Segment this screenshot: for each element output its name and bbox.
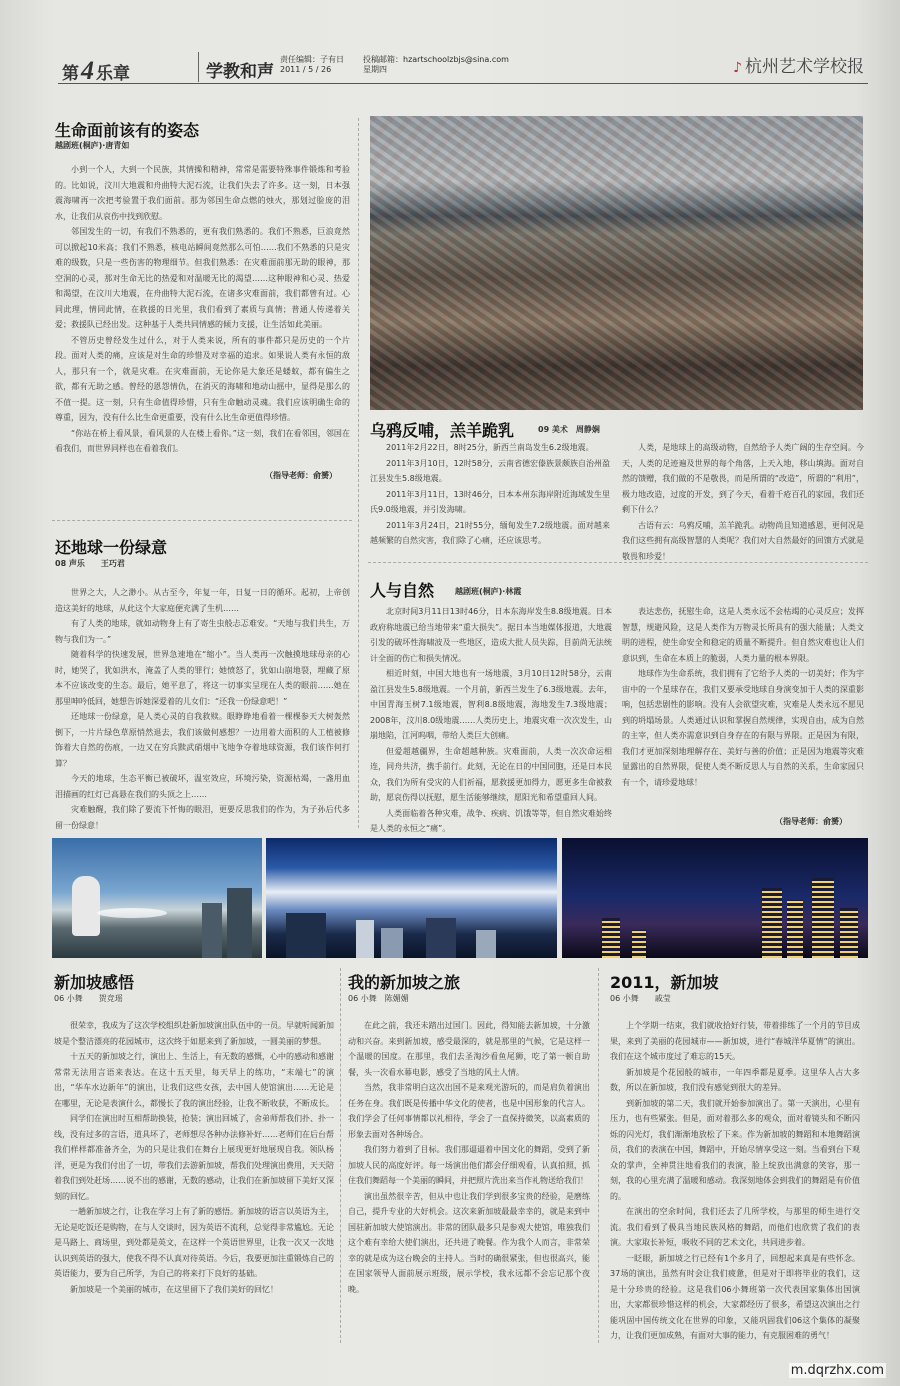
paragraph: 新加坡是一个美丽的城市，在这里留下了我们美好的回忆！ — [70, 1284, 278, 1294]
article-byline: 06 小舞 陈媚媚 — [348, 994, 409, 1003]
paragraph: “你站在桥上看风景，看风景的人在楼上看你。”这一刻，我们在看邻国，邻国在看我们，而世界同样也在看着我们。 — [55, 428, 350, 453]
article-byline: 09 美术 周静娴 — [538, 425, 600, 434]
section-label — [62, 56, 130, 86]
paragraph: 2011年3月24日，21时55分，缅甸发生7.2级地震。面对越来越频繁的自然灾害，我们除了心痛，还应该思考。 — [370, 520, 610, 545]
earthquake-debris-photo — [370, 116, 863, 410]
paragraph: 在演出的空余时间，我们还去了几所学校，与那里的师生进行交流。我们看到了极具当地民族风格的舞蹈，而他们也欣赏了我们的表演。大家取长补短，吸收不同的艺术文化，共同进步着。 — [610, 1207, 860, 1247]
lit-building — [762, 888, 782, 958]
row-divider — [52, 520, 352, 521]
paragraph: 随着科学的快速发展，世界急速地在“缩小”。当人类再一次触摸地球母亲的心时，她哭了，犹如洪水，淹盖了人类的罪行；她愤怒了，犹如山崩地裂，埋藏了原本不应该改变的生态。最后，她平息了，将这一切事实呈现在人类的眼前……她在那里呻吟低回，她想告诉她深爱着的儿女们：“还我一份绿意吧！” — [55, 650, 350, 706]
section-number: 4 — [81, 56, 94, 85]
newspaper-brand — [733, 52, 864, 77]
page-header — [58, 52, 868, 84]
paragraph: 一眨眼，新加坡之行已经有1个多月了，回想起来真是有些怀念。37场的演出，虽然有时会让我们疲惫，但是对于即将毕业的我们，这是十分珍贵的经验。这是我们06小舞班第一次代表国家集体出国演出，大家都很珍惜这样的机会，大家都经历了很多，希望这次演出之行能巩固中国传统文化在世界的印象，又能巩固我们06这个集体的凝聚力，让我们更加成熟，有面对大事的能力，有克服困难的勇气！ — [610, 1253, 860, 1340]
paragraph: 但爱超越疆界，生命超越种族。灾难面前，人类一次次命运相连，同舟共济，携手前行。此刻，无论在日的中国同胞，还是日本民众，我们为所有受灾的人们祈福，愿救援更加得力，愿更多生命被救助，愿哀伤得以抚慰，愿生活能够继续，愿阳光和希望重回人间。 — [370, 746, 612, 802]
article-byline: 越剧班(桐庐)·唐青如 — [55, 141, 130, 150]
city-skyline-day-photo — [266, 838, 557, 958]
paragraph: 新加坡是个花园般的城市，一年四季都是夏季。这里华人占大多数，所以在新加坡，我们没有感觉到很大的差异。 — [610, 1067, 860, 1092]
paragraph: 邻国发生的一切，有我们不熟悉的，更有我们熟悉的。我们不熟悉，巨浪竟然可以掀起10米高；我们不熟悉，核电站瞬间竟然那么可怕……我们不熟悉的只是灾难的级数，只是一些伤害的物理细节。但我们熟悉：在灾难面前那无助的眼神，那空洞的心灵，那对生命无比的热爱和对温暖无比的渴望……这种眼神和心灵、热爱和渴望，在汶川大地震，在舟曲特大泥石流，在诸多灾难面前，我们都曾有过。心同此理，情同此情，在救援的日光里，我们看到了素质与真情；普通人传递着关爱；救援队已经出发。这种基于人类共同情感的倾力支援，让生活如此美丽。 — [55, 227, 350, 329]
building — [227, 888, 252, 958]
article-body — [55, 162, 350, 462]
paragraph: 今天的地球，生态平衡已被破坏，温室效应，环境污染，资源枯竭，一盏用血泪描画的红灯已高悬在我们的头顶之上…… — [55, 774, 350, 799]
article-title: 乌鸦反哺，羔羊跪乳 — [370, 421, 515, 440]
paragraph: 十五天的新加坡之行，演出上、生活上，有无数的感慨，心中的感动和感谢常常无法用言语来表达。在这十五天里，每天早上的练功，“末端七”的演出，“华车水边新年”的演出，让我们这些女孩，去中国人使馆演出……无论是在哪里，无论是表演什么，都慢长了我的演出经验，让我不断收获，不断成长。 — [54, 1052, 334, 1108]
article-byline: 08 声乐 王巧君 — [55, 559, 125, 568]
paragraph: 灾难触醒，我们除了要流下忏悔的眼泪，更要反思我们的作为，为子孙后代多留一份绿意！ — [55, 805, 350, 830]
section-prefix: 第 — [62, 64, 79, 84]
lit-building — [602, 918, 620, 958]
paragraph: 当然，我非常明白这次出国不是来观光游玩的，而是肩负着演出任务在身。我们既是传播中华文化的使者，也是中国形象的代言人。我们学会了任何事情都以礼相待，学会了一直保持微笑，以高素质的形象去面对各种场合。 — [348, 1083, 590, 1139]
paragraph: 有了人类的地球，就如动物身上有了寄生虫般忐忑难安。“天地与我们共生，万物与我们为一。” — [55, 619, 350, 644]
paragraph: 不管历史曾经发生过什么，对于人类来说，所有的事件都只是历史的一个片段。面对人类的痛，应该是对生命的珍惜及对幸福的追求。如果说人类有永恒的敌人，那只有一个，就是灾难。在灾难面前，无论你是大象还是蝼蚁，都有偏生之欲，都有无助之感。曾经的恩怨情仇，在消灭的海啸和地动山摇中，显得是那么的不值一提。这一刻，只有生命值得珍惜，只有生命触动灵魂。我们应该明确生命的尊重，因为，没有什么比生命更重要，没有什么比生命更值得珍惜。 — [55, 335, 350, 422]
paragraph: 地球作为生命系统，我们拥有了它给予人类的一切美好；作为宇宙中的一个星球存在，我们又要承受地球自身演变加于人类的深重影响，包括悲剧性的影响。没有人会欲望灾难，灾难是人类永远不愿见到的坍塌场景。人类通过认识和掌握自然规律，实现自由，成为自然的主宰，但人类亦需意识到自身存在的有限与界限。正是因为有限，我们才更加深刻地理解存在、美好与善的价值；正是因为地震等灾难显露出的自然界限，促使人类不断反思人与自然的关系，生命家园只有一个，请珍爱地球！ — [622, 669, 864, 787]
lit-building — [632, 930, 646, 958]
watermark: m.dqrzhx.com — [790, 1363, 884, 1378]
paragraph: 到新加坡的第二天，我们就开始参加演出了。第一天演出，心里有压力，也有些紧张。但是，面对着那么多的观众，面对着镜头和不断闪烁的闪光灯，我们渐渐地放松了下来。作为新加坡的舞蹈和本地舞蹈演员，我们的表演在中国，舞蹈中，开始尽情享受这一刻。当看到台下观众的掌声，全神贯注地看我们的表演，脸上绽放出满意的笑容，那一刻，我的心里充满了温暖和感动。我深刻地体会到我们的舞蹈是有价值的。 — [610, 1098, 860, 1201]
building — [426, 918, 456, 958]
column-divider — [598, 968, 599, 1343]
merlion-photo — [52, 838, 262, 958]
issue-date: 2011 / 5 / 26 — [280, 65, 332, 74]
paragraph: 我们努力着到了目标。我们那逼逼着中国文化的舞蹈，受到了新加坡人民的高度好评。每一场演出他们都会仔细观看，认真拍照，抓住我们舞蹈每一个美丽的瞬间，并把照片洗出来当作礼物送给我们！ — [348, 1145, 590, 1185]
paragraph: 古语有云：乌鸦反哺，羔羊跪乳。动物尚且知道感恩，更何况是我们这些拥有高级智慧的人类呢？我们对大自然最好的回馈方式就是敬畏和珍爱！ — [622, 520, 864, 561]
article-title: 2011，新加坡 — [610, 973, 719, 992]
header-divider — [198, 52, 199, 82]
teacher-note: （指导老师：俞赟） — [265, 471, 337, 480]
article-body — [622, 440, 864, 561]
city-skyline-night-photo — [562, 838, 868, 958]
water-spray — [97, 908, 167, 918]
paragraph: 相近时刻，中国大地也有一场地震，3月10日12时58分，云南盈江县发生5.8级地震。一个月前，新西兰发生了6.3级地震。去年，中国青海玉树7.1级地震，智利8.8级地震，海地发生7.3级地震；2008年，汶川8.0级地震……人类历史上，地震灾难一次次发生，山崩地陷，江河呜咽，带给人类巨大创痛。 — [370, 669, 612, 740]
column-divider — [340, 968, 341, 1343]
paragraph: 很荣幸，我成为了这次学校组织赴新加坡演出队伍中的一员。早就听闻新加坡是个整洁漂亮的花园城市，这次终于如愿来到了新加坡，一圆美丽的梦想。 — [54, 1021, 334, 1046]
paragraph: 还地球一份绿意，是人类心灵的自我救赎。眼睁睁地看着一棵棵参天大树轰然倒下，一片片绿色草原悄然退去，我们该做何感想？一边用着大面积的人工植被修饰着大自然的伤痕，一边又在穷兵黩武硝烟中飞地争夺着地球资源，我们该作何打算？ — [55, 712, 350, 768]
paragraph: 同学们在演出时互相帮助换装，抢装；演出回城了，舍弟师帮我们扑、扑一线，没有过多的言语，道具坏了，老师想尽各种办法修补好……老师们在后台帮我们样样都准备齐全，为的只是让我们在舞台上展现更好地展现自我。领队杨洋，更是为我们付出了一切，带我们去游新加坡，帮我们处理演出费用，天天陪着我们到处赶场……说不出的感谢，无数的感动，让我们在新加坡留下美好又深刻的回忆。 — [54, 1114, 334, 1201]
article-body — [55, 585, 350, 830]
logo-icon: ♪ — [733, 60, 742, 76]
editor-info — [280, 55, 344, 75]
paragraph: 人类，是地球上的高级动物，自然给予人类广阔的生存空间。今天，人类的足迹遍及世界的每个角落，上天入地，移山填海。面对自然的馈赠，我们做的不是敬畏，而是所谓的“改造”，所谓的“利用”，极力地改造，过度的开发，到了今天，看着千疮百孔的家园，我们还剩下什么？ — [622, 443, 864, 514]
building — [356, 920, 374, 958]
article-body — [610, 1018, 860, 1343]
building — [381, 928, 403, 958]
article-title: 人与自然 — [370, 581, 435, 600]
editor: 责任编辑：子有日 — [280, 55, 344, 64]
lit-building — [812, 878, 834, 958]
section-suffix: 乐章 — [96, 64, 130, 84]
article-byline: 06 小舞 戚莹 — [610, 994, 671, 1003]
building — [476, 930, 496, 958]
lit-building — [787, 900, 803, 958]
article-body — [348, 1018, 590, 1328]
paragraph: 在此之前，我还未踏出过国门。因此，得知能去新加坡，十分激动和兴奋。来到新加坡，感受最深的，就是那里的气候，它是这样一个温暖的国度。在那里，我们去圣淘沙看鱼尾狮，吃了第一顿自助餐，头一次看水幕电影，感受了当地的风土人情。 — [348, 1021, 590, 1077]
article-byline: 06 小舞 贺竞瑶 — [54, 994, 123, 1003]
article-body — [370, 440, 610, 555]
article-title: 生命面前该有的姿态 — [55, 121, 200, 140]
paragraph: 一趟新加坡之行，让我在学习上有了新的感悟。新加坡的语言以英语为主，无论是吃饭还是购物，在与人交谈时，因为英语不流利，总觉得非常尴尬。无论是马路上、商场里，到处都是英文，在这样一个英语世界里，让我一次又一次地认识到英语的强大，使我不得不认真对待英语。今后，我要更加注重锻炼自己的英语能力，要为自己所学，为自己的将来打下良好的基础。 — [54, 1207, 334, 1278]
paragraph: 小到一个人，大到一个民族，其情操和精神，常常是需要特殊事件锻炼和考验的。比如说，汶川大地震和舟曲特大泥石流，让我们失去了许多。这一刻，日本强震海啸再一次把考验置于我们面前。那为邻国生命点燃的烛火，那划过脸庞的泪水，让我们从哀伤中找到欣慰。 — [55, 165, 350, 221]
column-divider — [358, 118, 359, 828]
paragraph: 表达悲伤，抚慰生命，这是人类永远不会枯竭的心灵反应；发挥智慧，规避风险，这是人类作为万物灵长所具有的强大能量；人类文明的进程，使生命安全和稳定的质量不断提升。但自然灾难也让人们意识到，生命在本质上的脆弱，人类力量的根本界限。 — [622, 607, 864, 663]
weekday: 星期四 — [363, 65, 387, 74]
lit-building — [840, 908, 858, 958]
building — [286, 913, 326, 958]
article-body — [370, 604, 612, 833]
brand-name: 杭州艺术学校报 — [745, 57, 864, 77]
submission-email: 投稿邮箱：hzartschoolzbjs@sina.com — [363, 55, 509, 64]
paragraph: 2011年3月10日，12时58分，云南省德宏傣族景颇族自治州盈江县发生5.8级地震。 — [370, 458, 610, 483]
building — [202, 903, 222, 958]
paragraph: 世界之大，人之渺小。从古至今，年复一年，日复一日的循环。起初，上帝创造这美好的地球，从此这个大家庭便充满了生机…… — [55, 588, 350, 613]
article-byline: 越剧班(桐庐)·林霞 — [455, 587, 522, 596]
email-info — [363, 55, 509, 75]
article-title: 新加坡感悟 — [54, 973, 135, 992]
article-title: 还地球一份绿意 — [55, 538, 168, 557]
paragraph: 人类面临着各种灾难，战争、疾病、饥饿等等，但自然灾难始终是人类的永恒之“痛”。 — [370, 808, 612, 833]
column-title: 学教和声 — [206, 62, 274, 82]
paragraph: 北京时间3月11日13时46分，日本东海岸发生8.8级地震。日本政府称地震已给当地带来“重大损失”。据日本当地媒体报道，大地震引发的破坏性海啸波及一些地区，造成大批人员失踪，目前尚无法统计全面的伤亡和损失情况。 — [370, 607, 612, 663]
article-body — [622, 604, 864, 814]
paragraph: 2011年3月11日，13时46分，日本本州东海岸附近海域发生里氏9.0级地震，并引发海啸。 — [370, 489, 610, 514]
paragraph: 演出虽然很辛苦，但从中也让我们学到很多宝贵的经验，是磨练自己，提升专业的大好机会。这次来新加坡最最幸幸的，就是来到中国驻新加坡大使馆演出。非常的团队最多只是参观大使馆，唯独我们这个难有幸给大使们演出，还共进了晚餐。作为我个人而言，非常荣幸的就是成为这台晚会的主持人。当时的确很紧张，但也很高兴，能在国家领导人面前展示班级，展示学校，我永远都不会忘记那个夜晚。 — [348, 1191, 590, 1294]
merlion-statue — [72, 876, 100, 936]
article-title: 我的新加坡之旅 — [348, 973, 461, 992]
paragraph: 2011年2月22日，8时25分，新西兰南岛发生6.2级地震。 — [386, 443, 594, 452]
article-body — [54, 1018, 334, 1343]
paragraph: 上个学期一结束，我们就收拾好行装，带着排练了一个月的节目成果，来到了美丽的花园城市——新加坡，进行“春城洋华夏情”的演出。我们在这个城市度过了难忘的15天。 — [610, 1021, 860, 1061]
teacher-note: （指导老师：俞赟） — [775, 817, 847, 826]
